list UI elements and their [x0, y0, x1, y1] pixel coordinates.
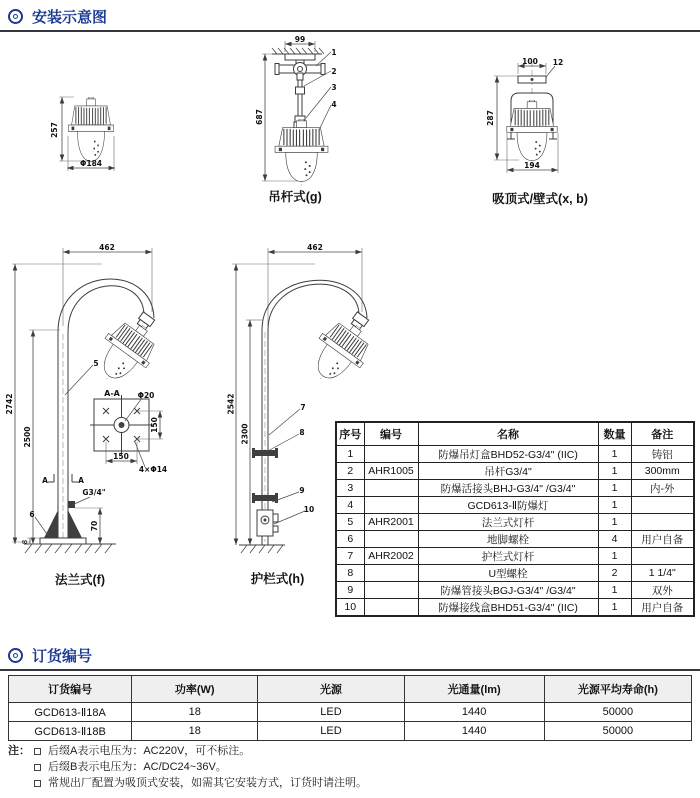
section-title-text: 订货编号	[32, 648, 93, 665]
table-row: 10 防爆接线盒BHD51-G3/4" (IIC) 1 用户自备	[336, 599, 694, 617]
note-text: 后缀A表示电压为：AC220V，可不标注。	[48, 745, 251, 757]
caption-ceiling: 吸顶式/壁式(x, b)	[492, 192, 588, 206]
note-item	[8, 760, 688, 775]
junction-box	[257, 510, 278, 536]
callout-8: 8	[299, 428, 305, 437]
note-item	[8, 776, 688, 791]
callout-2: 2	[331, 67, 337, 76]
order-table	[8, 675, 692, 741]
square-bullet-icon	[34, 780, 41, 787]
dim-2300-label: 2300	[240, 423, 250, 445]
table-row: 1 防爆吊灯盒BHD52-G3/4" (IIC) 1 铸铝	[336, 446, 694, 463]
flange-base	[24, 510, 116, 553]
section-divider	[0, 30, 700, 32]
caption-guardrail: 护栏式(h)	[250, 572, 305, 586]
callout-9: 9	[299, 486, 305, 495]
dim-2742-label: 2742	[5, 393, 14, 415]
col-life: 光源平均寿命(h)	[544, 676, 691, 703]
col-power: 功率(W)	[132, 676, 258, 703]
cross-fitting	[275, 60, 325, 80]
dim-462-label: 462	[307, 243, 323, 252]
section-title-order	[8, 645, 92, 666]
dim-hole-label: Φ20	[137, 391, 155, 400]
section-title-text: 安装示意图	[32, 9, 108, 26]
dim-194-label: 194	[524, 161, 540, 170]
dim-150-v-label: 150	[150, 417, 159, 433]
col-seq: 序号	[336, 422, 364, 446]
table-row: 6 地脚螺栓 4 用户自备	[336, 531, 694, 548]
section-title-install	[8, 6, 107, 27]
caption-flange: 法兰式(f)	[55, 573, 105, 587]
table-row: GCD613-Ⅱ18B 18 LED 1440 50000	[9, 722, 692, 741]
section-a-a-title: A-A	[104, 389, 120, 398]
dim-150-h-label: 150	[113, 452, 129, 461]
col-light-source: 光源	[258, 676, 404, 703]
thread-label: G3/4"	[82, 488, 106, 497]
dim-462-label: 462	[99, 243, 115, 252]
pendant-rod	[296, 80, 305, 116]
section-bullseye-icon	[8, 9, 23, 24]
dim-bolt-holes-label: 4×Φ14	[138, 465, 168, 474]
callout-10: 10	[303, 505, 315, 514]
dim-257-label: 257	[50, 122, 59, 138]
guard-lamp	[300, 312, 379, 394]
drawing-ceiling-mount	[455, 55, 625, 185]
drawing-lamp-front-view	[30, 90, 190, 210]
notes-label: 注：	[8, 745, 30, 757]
col-name: 名称	[418, 422, 598, 446]
note-item	[8, 744, 688, 759]
callout-4: 4	[331, 100, 337, 109]
callout-1: 1	[331, 48, 337, 57]
dim-diameter-label: Φ184	[79, 159, 103, 168]
col-code: 编号	[364, 422, 418, 446]
col-remark: 备注	[631, 422, 694, 446]
dim-2542-label: 2542	[226, 393, 236, 415]
callout-6: 6	[29, 510, 35, 519]
section-bullseye-icon	[8, 648, 23, 663]
dim-99-label: 99	[294, 35, 306, 44]
note-text: 后缀B表示电压为：AC/DC24~36V。	[48, 761, 227, 773]
table-row: 3 防爆活接头BHJ-G3/4" /G3/4" 1 内-外	[336, 480, 694, 497]
cut-mark-a-left: A	[42, 476, 48, 485]
table-row: 9 防爆管接头BGJ-G3/4" /G3/4" 1 双外	[336, 582, 694, 599]
square-bullet-icon	[34, 748, 41, 755]
cut-mark-a-right: A	[78, 476, 84, 485]
table-row: 2 AHR1005 吊杆G3/4" 1 300mm	[336, 463, 694, 480]
table-row: GCD613-Ⅱ18A 18 LED 1440 50000	[9, 703, 692, 722]
flange-lamp	[86, 312, 165, 394]
section-a-a	[90, 389, 167, 474]
table-row: 8 U型螺栓 2 1 1/4"	[336, 565, 694, 582]
parts-table	[335, 421, 695, 617]
dim-12-label: 12	[552, 58, 564, 67]
dim-2500-label: 2500	[23, 426, 32, 448]
note-text: 常规出厂配置为吸顶式安装，如需其它安装方式，订货时请注明。	[48, 777, 367, 789]
col-flux: 光通量(lm)	[404, 676, 544, 703]
square-bullet-icon	[34, 764, 41, 771]
col-qty: 数量	[598, 422, 631, 446]
col-order-code: 订货编号	[9, 676, 132, 703]
table-row: 4 GCD613-Ⅱ防爆灯 1	[336, 497, 694, 514]
dim-70-label: 70	[90, 520, 99, 532]
notes-block	[8, 744, 688, 792]
callout-3: 3	[331, 83, 337, 92]
callout-7: 7	[300, 403, 306, 412]
drawing-pendant-mount	[245, 35, 380, 185]
table-row: 5 AHR2001 法兰式灯杆 1	[336, 514, 694, 531]
caption-pendant: 吊杆式(g)	[268, 190, 322, 204]
order-header-row	[9, 676, 692, 703]
dim-687-label: 687	[255, 109, 264, 125]
parts-header-row	[336, 422, 694, 446]
table-row: 7 AHR2002 护栏式灯杆 1	[336, 548, 694, 565]
drawing-flange-pole	[2, 242, 228, 567]
section-divider	[0, 669, 700, 671]
dim-8-label: 8	[21, 539, 29, 545]
dim-287-label: 287	[486, 110, 495, 126]
callout-5: 5	[93, 359, 99, 368]
dim-100-label: 100	[522, 57, 538, 66]
